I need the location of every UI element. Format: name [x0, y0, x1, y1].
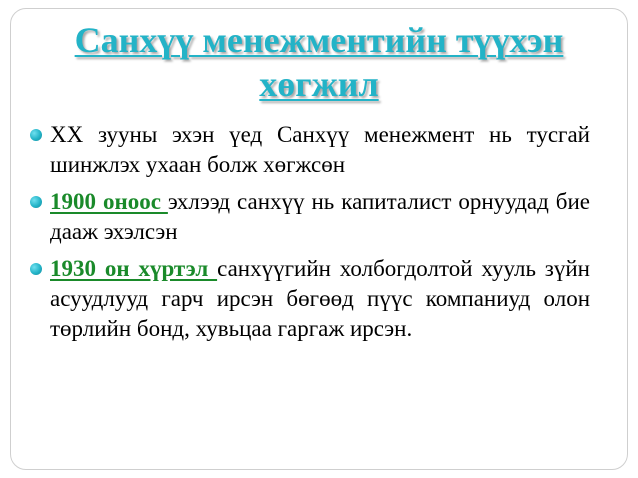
bullet-text: санхүүгийн холбогдолтой хууль зүйн асуудлууд гарч ирсэн бөгөөд пүүс компаниуд олон төрлийн бонд, хувьцаа гаргаж ирсэн. — [50, 256, 590, 341]
bullet-dot-icon — [30, 196, 42, 208]
slide-title-line-2: хөгжил — [259, 64, 379, 104]
bullet-highlight-year: 1930 он хүртэл — [50, 256, 218, 281]
bullet-dot-icon — [30, 263, 42, 275]
bullet-text: эхлээд санхүү нь капиталист орнуудад бие дааж эхэлсэн — [50, 189, 590, 244]
bullet-text: XX зууны эхэн үед Санхүү менежмент нь тусгай шинжлэх ухаан болж хөгжсөн — [50, 122, 590, 177]
bullet-item-2 — [30, 187, 590, 247]
bullet-list — [30, 120, 590, 351]
bullet-dot-icon — [30, 129, 42, 141]
slide-title-line-1: Санхүү менежментийн түүхэн — [74, 20, 564, 60]
bullet-item-3 — [30, 254, 590, 344]
bullet-item-1 — [30, 120, 590, 180]
bullet-highlight-year: 1900 оноос — [50, 189, 168, 214]
